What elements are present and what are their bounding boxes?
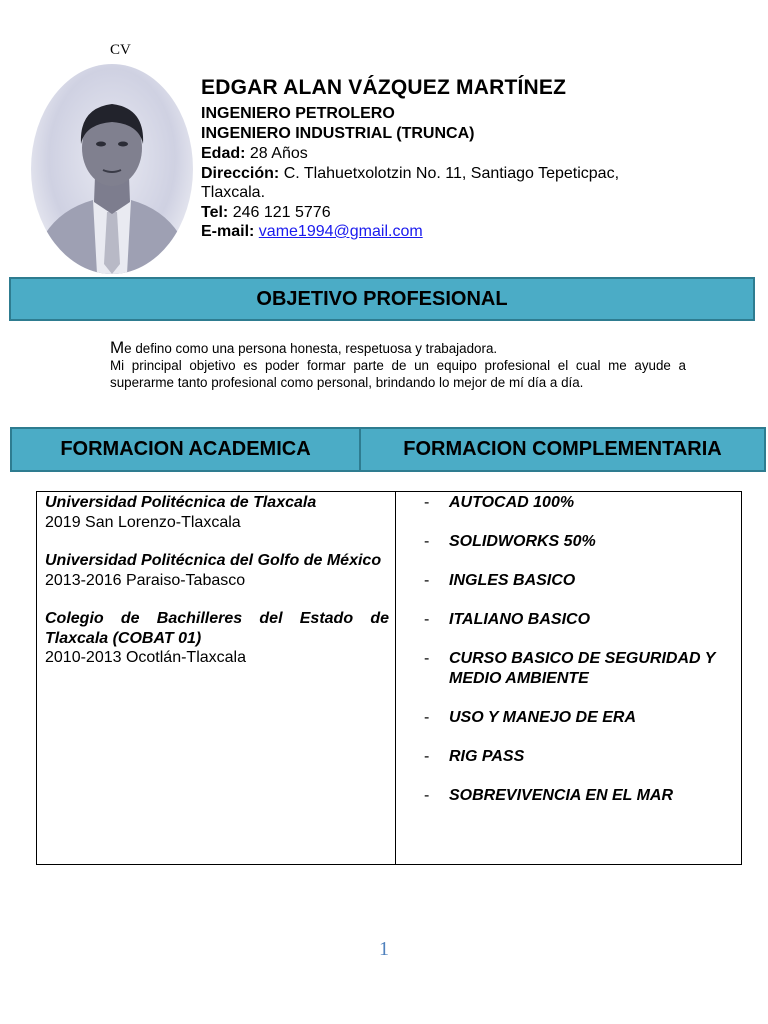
education-item: [45, 609, 389, 668]
bullet-dash: -: [424, 748, 430, 766]
course-name: ITALIANO BASICO: [449, 611, 591, 629]
page-number: 1: [379, 938, 389, 960]
bullet-dash: -: [424, 650, 430, 668]
objective-first-letter: M: [110, 338, 125, 357]
profile-photo: [31, 64, 193, 274]
institution-name: Colegio de Bachilleres del Estado de Tlaxcala (COBAT 01): [45, 610, 389, 647]
education-item: [45, 551, 389, 590]
education-detail: 2013-2016 Paraiso-Tabasco: [45, 571, 246, 589]
education-column: [37, 492, 396, 864]
course-name: CURSO BASICO DE SEGURIDAD Y MEDIO AMBIENTE: [449, 650, 716, 687]
bullet-dash: -: [424, 533, 430, 551]
bullet-dash: -: [424, 708, 430, 726]
course-item: [424, 786, 741, 806]
course-item: [424, 747, 741, 767]
education-detail: 2019 San Lorenzo-Tlaxcala: [45, 513, 241, 531]
course-name: INGLES BASICO: [449, 572, 576, 590]
institution-name: Universidad Politécnica de Tlaxcala: [45, 494, 317, 511]
course-name: USO Y MANEJO DE ERA: [449, 708, 637, 726]
complementary-heading: FORMACION COMPLEMENTARIA: [361, 427, 766, 472]
course-name: AUTOCAD 100%: [449, 494, 575, 511]
courses-column: [396, 492, 741, 864]
formation-table: [36, 491, 742, 865]
institution-name: Universidad Politécnica del Golfo de México: [45, 552, 382, 569]
address-label: Dirección:: [201, 164, 280, 182]
objective-line-1-rest: e defino como una persona honesta, respetuosa y trabajadora.: [124, 341, 498, 356]
header-info: [201, 76, 731, 242]
course-name: RIG PASS: [449, 748, 525, 766]
address-value: C. Tlahuetxolotzin No. 11, Santiago Tepeticpac,: [283, 164, 620, 182]
objective-paragraph: Mi principal objetivo es poder formar parte de un equipo profesional el cual me ayude a superarme tanto profesional como personal, brindando lo mejor de mí día a día.: [110, 358, 686, 390]
objective-text: [110, 339, 686, 391]
address-line: [201, 164, 731, 184]
full-name: EDGAR ALAN VÁZQUEZ MARTÍNEZ: [201, 76, 567, 99]
course-name: SOBREVIVENCIA EN EL MAR: [449, 787, 674, 805]
course-item: [424, 493, 741, 513]
education-detail: 2010-2013 Ocotlán-Tlaxcala: [45, 649, 247, 666]
cv-mark: CV: [110, 42, 131, 58]
course-item: [424, 649, 741, 688]
secondary-title: INGENIERO INDUSTRIAL (TRUNCA): [201, 125, 475, 142]
course-item: [424, 610, 741, 630]
age-value: 28 Años: [249, 145, 308, 162]
phone-label: Tel:: [201, 203, 229, 221]
age-label: Edad:: [201, 145, 246, 162]
phone-value: 246 121 5776: [232, 203, 331, 221]
bullet-dash: -: [424, 787, 430, 805]
objective-line-1: [110, 339, 686, 357]
bullet-dash: -: [424, 572, 430, 590]
email-link[interactable]: vame1994@gmail.com: [258, 223, 423, 240]
formation-headings: [10, 427, 766, 472]
course-item: [424, 708, 741, 728]
course-item: [424, 532, 741, 552]
academic-heading: FORMACION ACADEMICA: [10, 427, 361, 472]
age-line: [201, 144, 731, 164]
objective-heading: OBJETIVO PROFESIONAL: [9, 277, 755, 321]
bullet-dash: -: [424, 611, 430, 629]
email-label: E-mail:: [201, 223, 255, 240]
phone-line: [201, 203, 731, 223]
email-line: [201, 222, 731, 242]
course-name: SOLIDWORKS 50%: [449, 533, 596, 551]
profession-title: INGENIERO PETROLERO: [201, 105, 395, 122]
education-item: [45, 493, 389, 532]
bullet-dash: -: [424, 494, 430, 511]
course-item: [424, 571, 741, 591]
address-line-2: Tlaxcala.: [201, 184, 266, 201]
